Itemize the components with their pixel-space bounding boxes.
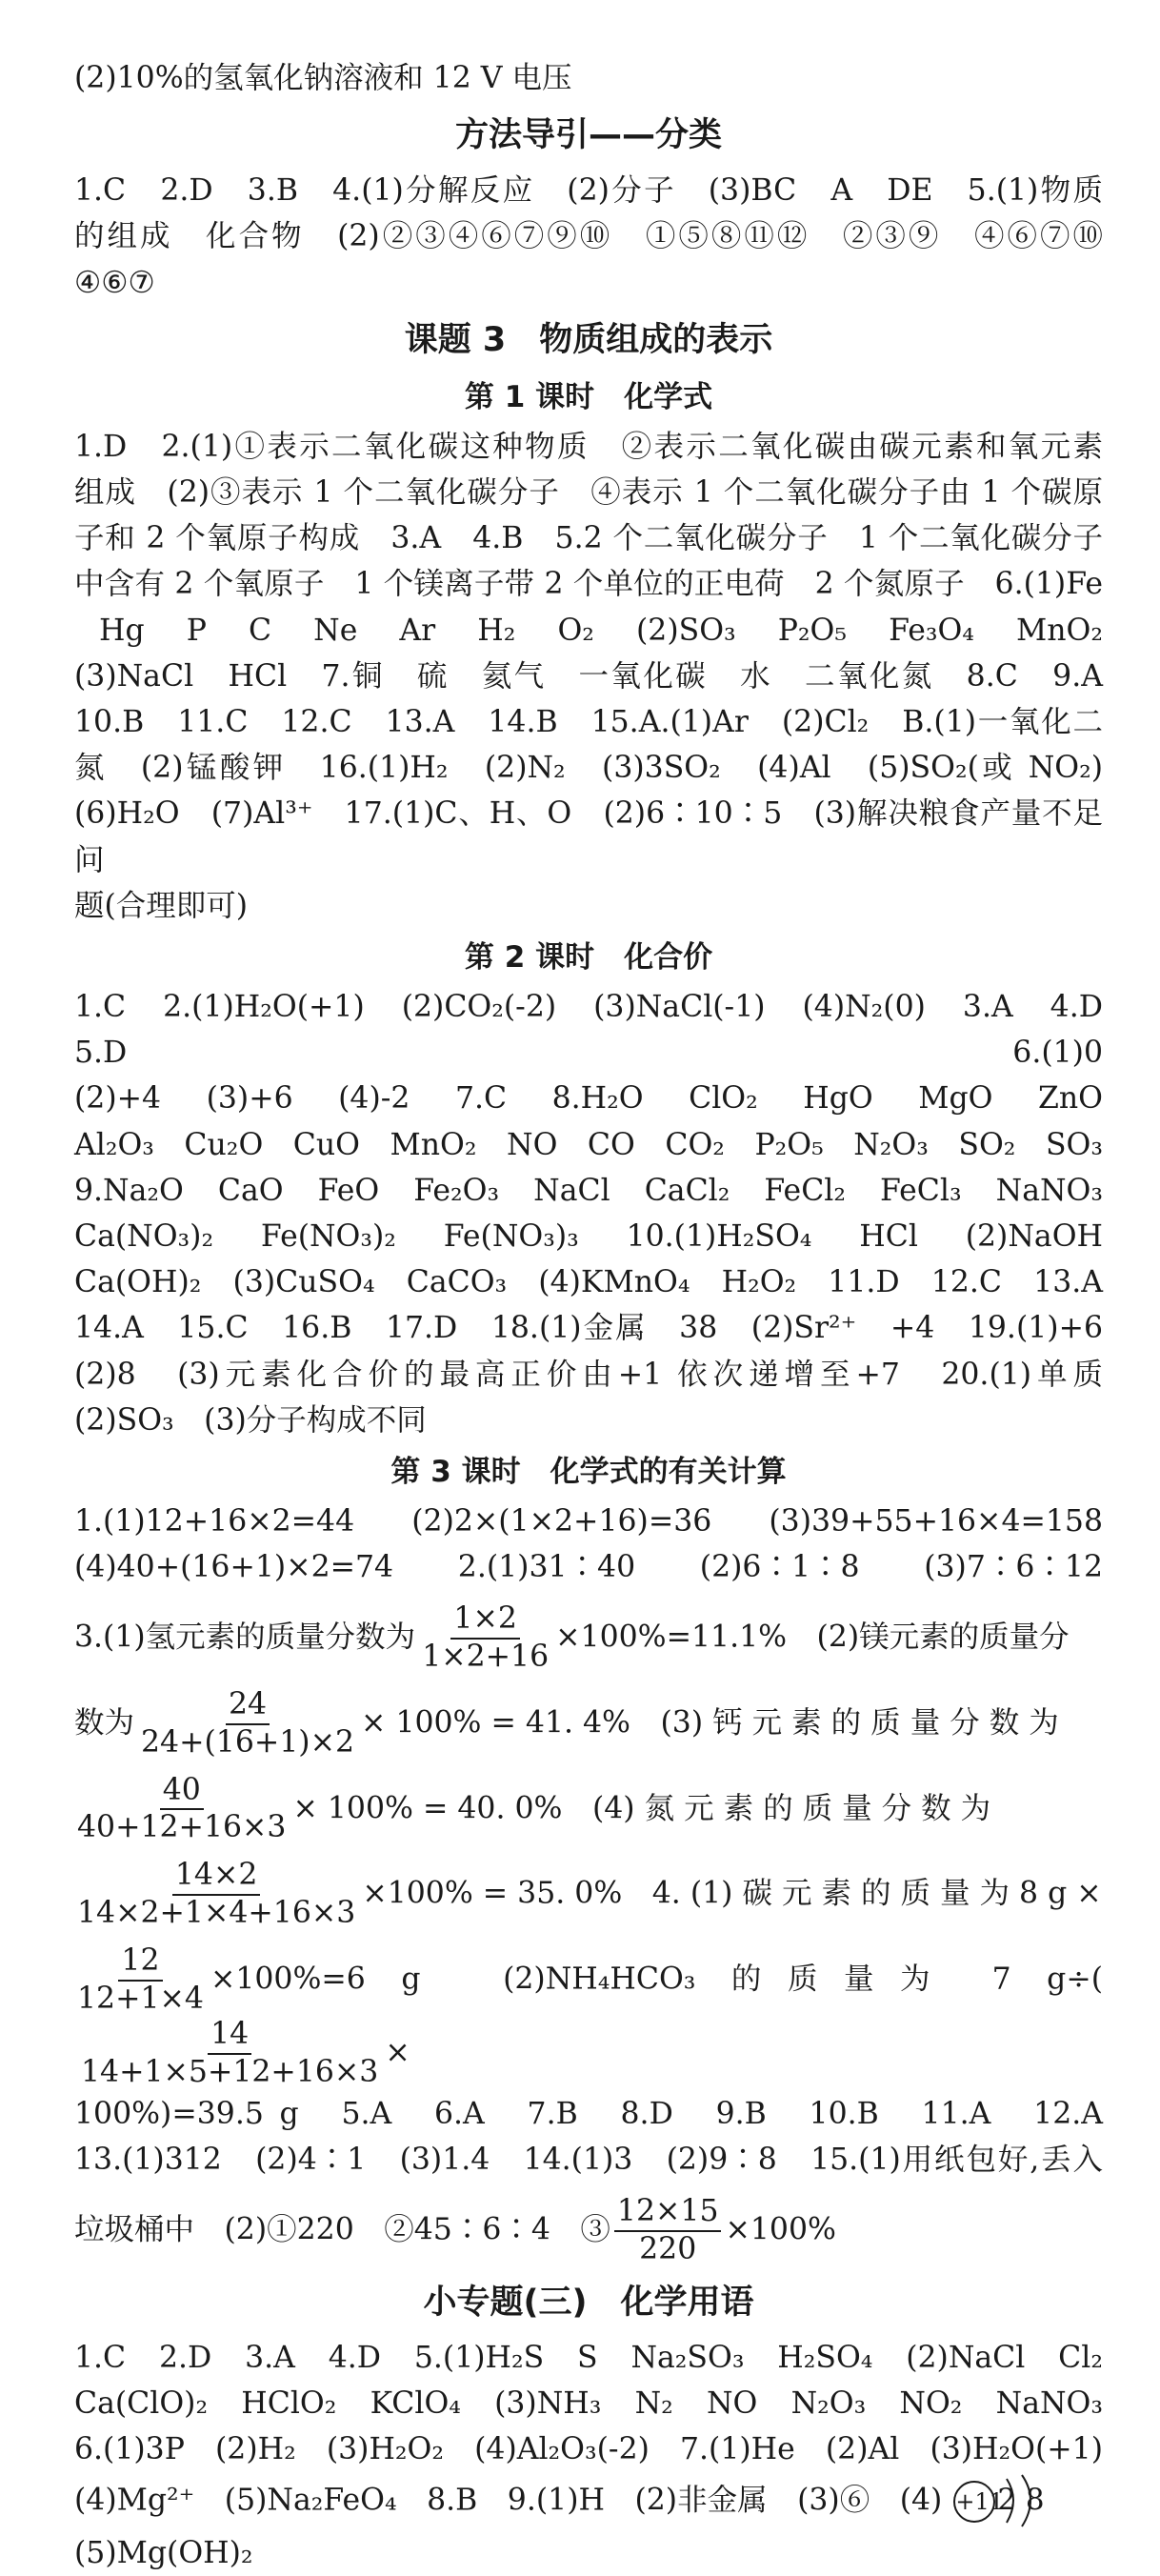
text: ×100%=11.1% (2)镁元素的质量分 xyxy=(555,1620,1070,1655)
answer-line-fraction xyxy=(74,1943,1103,2091)
denominator: 14+1×5+12+16×3 xyxy=(81,2055,379,2090)
answer-line: 1.C 2.(1)H₂O(+1) (2)CO₂(-2) (3)NaCl(-1) (4)N₂(0) 3.A 4.D 5.D 6.(1)0 xyxy=(74,990,1133,1071)
text: ×100%=6 g (2)NH₄HCO₃ 的质量为 7 g÷( xyxy=(210,1962,1103,1997)
answer-line: (5)Mg(OH)₂ xyxy=(74,2535,253,2570)
answer-line: 题(合理即可) xyxy=(74,888,249,923)
answer-line: Al₂O₃ Cu₂O CuO MnO₂ NO CO CO₂ P₂O₅ N₂O₃ SO₂ SO₃ xyxy=(74,1127,1103,1162)
answer-line-fraction xyxy=(74,1858,1103,1932)
section-title-classification: 方法导引——分类 xyxy=(454,116,722,155)
answer-line: ④⑥⑦ xyxy=(74,265,155,300)
answer-line: 1.C 2.D 3.B 4.(1)分解反应 (2)分子 (3)BC A DE 5.(1)物质 xyxy=(74,173,1103,209)
answer-line: 9.Na₂O CaO FeO Fe₂O₃ NaCl CaCl₂ FeCl₂ FeCl₃ NaNO₃ xyxy=(74,1173,1103,1208)
denominator: 14×2+1×4+16×3 xyxy=(77,1896,356,1931)
text: × xyxy=(385,2035,410,2070)
answer-line: Hg P C Ne Ar H₂ O₂ (2)SO₃ P₂O₅ Fe₃O₄ MnO₂ xyxy=(99,613,1103,648)
numerator: 12×15 xyxy=(614,2194,722,2232)
fraction xyxy=(419,1601,551,1676)
section-title-chemical-language: 小专题(三) 化学用语 xyxy=(423,2284,754,2323)
electron-counts: 2 8 xyxy=(997,2482,1045,2517)
answer-line: Ca(NO₃)₂ Fe(NO₃)₂ Fe(NO₃)₃ 10.(1)H₂SO₄ HCl (2)NaOH xyxy=(74,1219,1103,1255)
answer-line: 中含有 2 个氧原子 1 个镁离子带 2 个单位的正电荷 2 个氮原子 6.(1)Fe xyxy=(74,567,1103,602)
text: ×100% xyxy=(725,2212,836,2247)
answer-line: (6)H₂O (7)Al³⁺ 17.(1)C、H、O (2)6∶10∶5 (3)解决粮食产量不足问 xyxy=(74,796,1103,877)
numerator: 24 xyxy=(226,1687,270,1725)
answer-line-with-diagram xyxy=(74,2473,1103,2530)
fraction xyxy=(74,1943,207,2018)
numerator: 40 xyxy=(160,1773,204,1811)
section-title-lesson3: 课题 3 物质组成的表示 xyxy=(404,320,773,359)
answer-line: 组成 (2)③表示 1 个二氧化碳分子 ④表示 1 个二氧化碳分子由 1 个碳原 xyxy=(74,475,1103,511)
answer-line-fraction xyxy=(74,1601,1103,1676)
denominator: 1×2+16 xyxy=(422,1640,550,1675)
sodium-atom-structure-diagram xyxy=(951,2473,1066,2530)
subsection-title-valence: 第 2 课时 化合价 xyxy=(464,940,713,976)
answer-line: 14.A 15.C 16.B 17.D 18.(1)金属 38 (2)Sr²⁺ +4 19.(1)+6 xyxy=(74,1311,1103,1346)
answer-line-fraction xyxy=(74,1687,1103,1761)
answer-line: 100%)=39.5 g 5.A 6.A 7.B 8.D 9.B 10.B 11.A 12.A xyxy=(74,2097,1103,2132)
fraction xyxy=(614,2194,722,2268)
answer-line: (2)8 (3)元素化合价的最高正价由+1 依次递增至+7 20.(1)单质 xyxy=(74,1357,1103,1392)
answer-line: 10.B 11.C 12.C 13.A 14.B 15.A.(1)Ar (2)Cl₂ B.(1)一氧化二 xyxy=(74,705,1103,740)
text: 数为 xyxy=(74,1705,135,1741)
answer-line-fraction xyxy=(74,1773,1103,1847)
nucleus: +11 xyxy=(953,2481,995,2523)
answer-line: 1.C 2.D 3.A 4.D 5.(1)H₂S S Na₂SO₃ H₂SO₄ (2)NaCl Cl₂ xyxy=(74,2341,1103,2376)
answer-line: 1.D 2.(1)①表示二氧化碳这种物质 ②表示二氧化碳由碳元素和氧元素 xyxy=(74,429,1103,464)
answer-line: 氮 (2)锰酸钾 16.(1)H₂ (2)N₂ (3)3SO₂ (4)Al (5)SO₂(或 NO₂) xyxy=(74,751,1103,786)
answer-line-fraction xyxy=(74,2194,1103,2268)
text: 垃圾桶中 (2)①220 ②45∶6∶4 ③ xyxy=(74,2212,610,2247)
numerator: 14×2 xyxy=(172,1858,261,1896)
answer-page xyxy=(74,55,1133,2576)
text: × 100% = 41. 4% (3) 钙 元 素 的 质 量 分 数 为 xyxy=(361,1705,1059,1741)
text: ×100% = 35. 0% 4. (1) 碳 元 素 的 质 量 为 8 g × xyxy=(362,1876,1102,1911)
text: × 100% = 40. 0% (4) 氮 元 素 的 质 量 分 数 为 xyxy=(292,1790,991,1825)
answer-line: Ca(ClO)₂ HClO₂ KClO₄ (3)NH₃ N₂ NO N₂O₃ NO₂ NaNO₃ xyxy=(74,2386,1103,2422)
top-line: (2)10%的氢氧化钠溶液和 12 V 电压 xyxy=(74,61,572,95)
numerator: 1×2 xyxy=(450,1601,519,1640)
answer-line: 1.(1)12+16×2=44 (2)2×(1×2+16)=36 (3)39+55+16×4=158 xyxy=(74,1504,1103,1540)
answer-line: 的组成 化合物 (2)②③④⑥⑦⑨⑩ ①⑤⑧⑪⑫ ②③⑨ ④⑥⑦⑩ xyxy=(74,219,1103,254)
denominator: 24+(16+1)×2 xyxy=(141,1724,355,1760)
fraction xyxy=(74,1773,289,1847)
text: (4)Mg²⁺ (5)Na₂FeO₄ 8.B 9.(1)H (2)非金属 (3)⑥ (4) xyxy=(74,2483,943,2518)
fraction xyxy=(78,2017,381,2091)
denominator: 220 xyxy=(639,2232,697,2267)
subsection-title-calculation: 第 3 课时 化学式的有关计算 xyxy=(390,1455,787,1490)
fraction xyxy=(138,1687,357,1761)
answer-line: (2)SO₃ (3)分子构成不同 xyxy=(74,1402,427,1438)
answer-line: 6.(1)3P (2)H₂ (3)H₂O₂ (4)Al₂O₃(-2) 7.(1)He (2)Al (3)H₂O(+1) xyxy=(74,2432,1103,2467)
answer-line: (4)40+(16+1)×2=74 2.(1)31∶40 (2)6∶1∶8 (3)7∶6∶12 xyxy=(74,1550,1103,1585)
text: 3.(1)氢元素的质量分数为 xyxy=(74,1620,416,1655)
denominator: 12+1×4 xyxy=(77,1981,204,2016)
numerator: 14 xyxy=(208,2017,251,2055)
denominator: 40+12+16×3 xyxy=(77,1810,287,1845)
subsection-title-chemical-formula: 第 1 课时 化学式 xyxy=(464,379,713,414)
answer-line: (3)NaCl HCl 7.铜 硫 氦气 一氧化碳 水 二氧化氮 8.C 9.A xyxy=(74,658,1103,694)
fraction xyxy=(74,1858,358,1932)
answer-line: Ca(OH)₂ (3)CuSO₄ CaCO₃ (4)KMnO₄ H₂O₂ 11.D 12.C 13.A xyxy=(74,1265,1103,1300)
answer-line: (2)+4 (3)+6 (4)-2 7.C 8.H₂O ClO₂ HgO MgO ZnO xyxy=(74,1081,1103,1117)
answer-line: 13.(1)312 (2)4∶1 (3)1.4 14.(1)3 (2)9∶8 15.(1)用纸包好,丢入 xyxy=(74,2143,1103,2178)
numerator: 12 xyxy=(118,1943,162,1982)
answer-line: 子和 2 个氧原子构成 3.A 4.B 5.2 个二氧化碳分子 1 个二氧化碳分子 xyxy=(74,521,1103,556)
